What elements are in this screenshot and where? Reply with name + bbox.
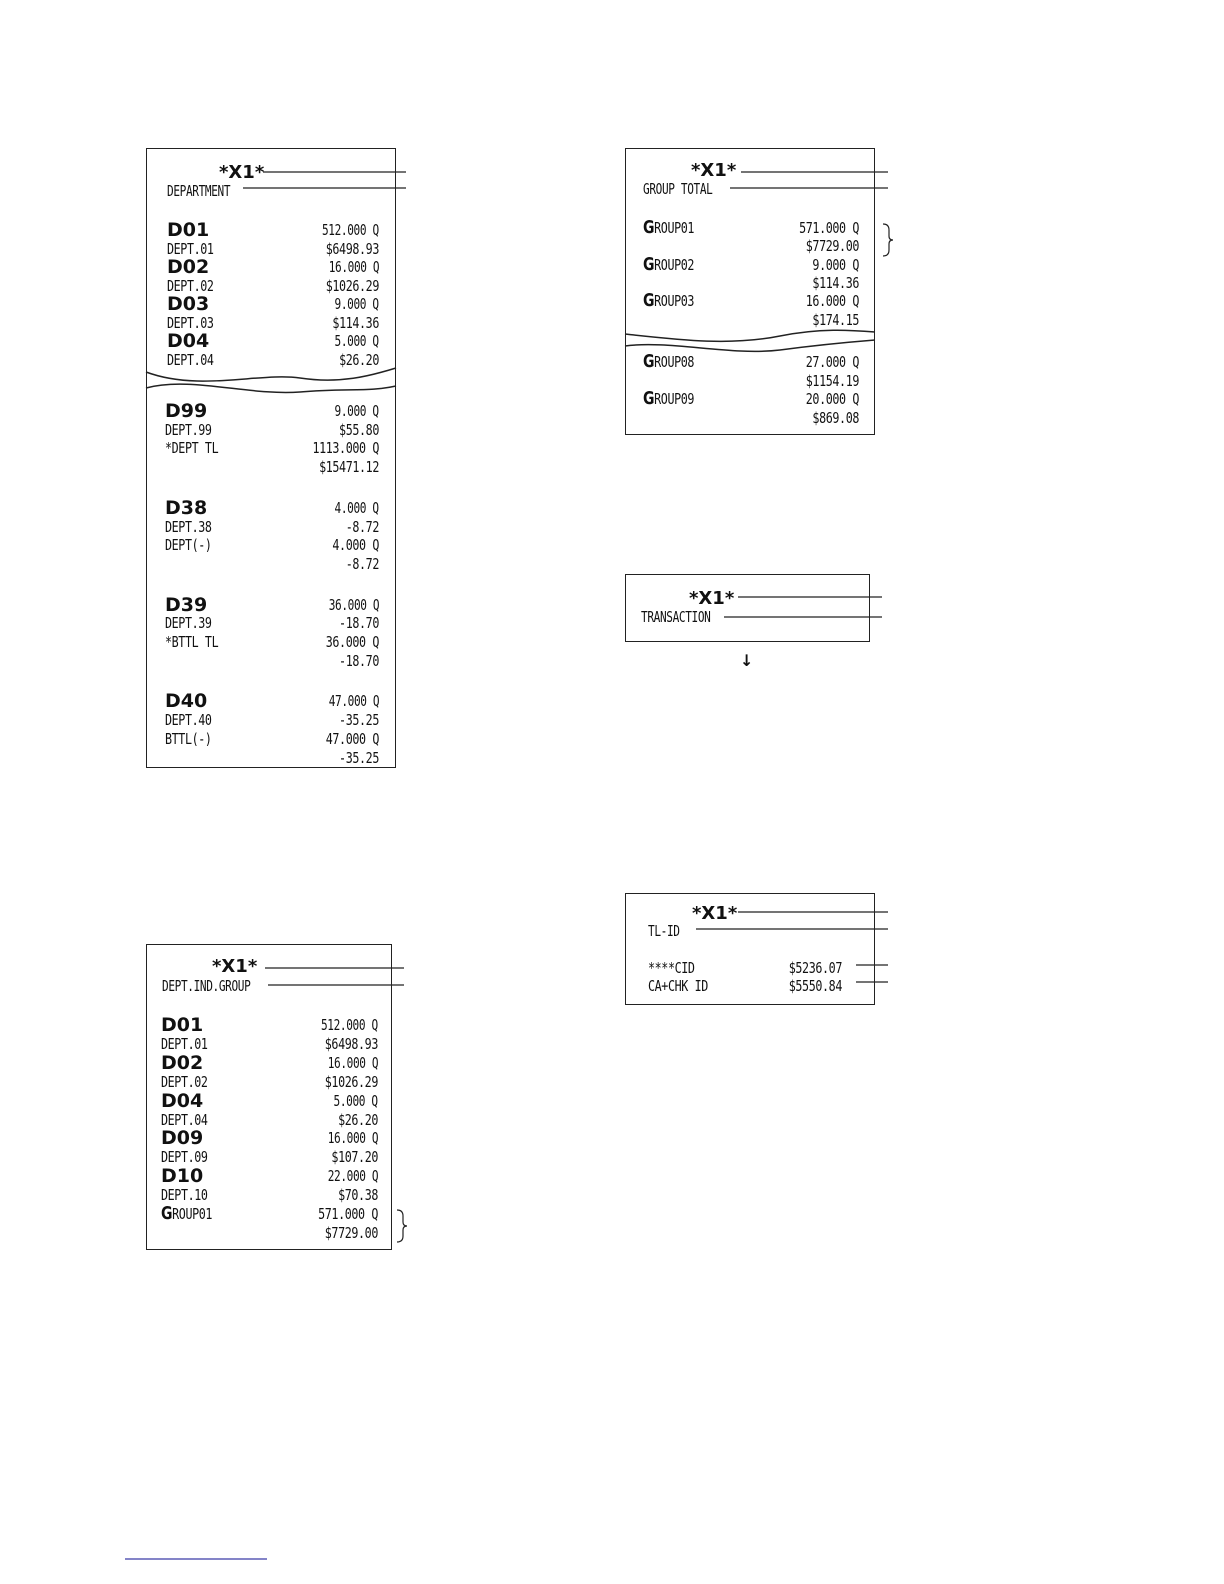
report-title: DEPARTMENT	[167, 182, 231, 200]
line-value: 4.000 Q	[334, 498, 379, 517]
line-value: -8.72	[345, 517, 379, 536]
line-value: $6498.93	[324, 1034, 378, 1053]
line-label: CA+CHK ID	[648, 976, 708, 995]
line-value: 9.000 Q	[334, 402, 379, 420]
department-code: D02	[161, 1051, 204, 1074]
line-value: $6498.93	[325, 239, 379, 258]
line-value: 4.000 Q	[332, 536, 379, 555]
line-value: $26.20	[338, 1110, 378, 1129]
line-value: 512.000 Q	[322, 221, 379, 239]
group-initial: G	[643, 351, 655, 372]
line-value: 1113.000 Q	[312, 439, 379, 458]
line-value: $5236.07	[788, 959, 842, 977]
report-title: TL-ID	[648, 922, 680, 940]
department-code: D38	[165, 496, 208, 519]
line-label: DEPT.02	[161, 1072, 208, 1091]
department-code: D03	[167, 293, 210, 315]
line-label: DEPT.09	[161, 1148, 208, 1167]
brace-icon	[397, 1210, 407, 1242]
line-value: 512.000 Q	[321, 1016, 378, 1034]
group-initial: G	[161, 1203, 173, 1224]
torn-edge	[625, 340, 875, 351]
down-arrow-icon: ↓	[740, 651, 754, 670]
report-title: TRANSACTION	[641, 608, 711, 626]
group-initial: G	[643, 217, 655, 238]
line-value: -8.72	[345, 554, 379, 573]
line-value: 22.000 Q	[327, 1167, 378, 1186]
department-code: D01	[161, 1014, 204, 1036]
torn-edge	[146, 384, 396, 392]
brace-icon	[883, 224, 893, 256]
department-code: D10	[161, 1165, 204, 1188]
line-label: DEPT.38	[165, 517, 212, 536]
line-value: 9.000 Q	[812, 255, 859, 274]
line-value: $114.36	[332, 313, 379, 332]
department-code: D09	[161, 1127, 204, 1150]
line-value: 20.000 Q	[805, 390, 859, 408]
torn-edge	[625, 330, 875, 341]
group-initial: G	[643, 253, 655, 275]
group-name: ROUP02	[654, 255, 695, 274]
line-value: $107.20	[331, 1148, 378, 1167]
group-name: ROUP08	[654, 353, 695, 371]
line-label: DEPT.04	[167, 350, 214, 369]
line-value: $1026.29	[324, 1072, 378, 1091]
line-value: 5.000 Q	[333, 1091, 378, 1110]
line-value: 571.000 Q	[799, 219, 859, 237]
department-code: D40	[165, 690, 208, 713]
line-label: DEPT.01	[161, 1034, 208, 1053]
department-code: D02	[167, 256, 210, 278]
line-value: $1154.19	[805, 371, 859, 390]
line-value: 9.000 Q	[334, 295, 379, 313]
line-value: $55.80	[339, 420, 379, 439]
report-marker: *X1*	[691, 160, 737, 181]
group-name: ROUP03	[654, 292, 695, 311]
report-marker: *X1*	[219, 162, 265, 183]
torn-edge	[146, 368, 396, 381]
department-code: D04	[167, 330, 210, 352]
group-name: ROUP01	[654, 219, 695, 237]
report-title: GROUP TOTAL	[643, 180, 713, 198]
line-value: $174.15	[812, 310, 859, 329]
line-label: DEPT.01	[167, 239, 214, 258]
line-value: $70.38	[338, 1186, 378, 1205]
line-value: -18.70	[339, 614, 379, 633]
group-initial: G	[643, 290, 655, 312]
report-marker: *X1*	[212, 956, 258, 977]
line-value: $1026.29	[325, 276, 379, 295]
line-value: 36.000 Q	[328, 595, 379, 614]
department-code: D01	[167, 219, 210, 241]
line-value: 47.000 Q	[325, 729, 379, 748]
line-label: DEPT.02	[167, 276, 214, 295]
line-label: DEPT.99	[165, 420, 212, 439]
line-value: -35.25	[339, 748, 379, 767]
line-value: $114.36	[812, 273, 859, 292]
department-code: D04	[161, 1089, 204, 1112]
department-code: D99	[165, 400, 208, 422]
line-value: -35.25	[339, 711, 379, 730]
group-name: ROUP01	[172, 1205, 213, 1223]
line-value: 16.000 Q	[328, 258, 379, 276]
line-value: 5.000 Q	[334, 332, 379, 350]
line-label: DEPT.03	[167, 313, 214, 332]
line-value: 16.000 Q	[327, 1129, 378, 1148]
line-value: $26.20	[339, 350, 379, 369]
line-label: DEPT(-)	[165, 536, 212, 555]
line-value: 47.000 Q	[328, 692, 379, 711]
group-initial: G	[643, 388, 655, 409]
line-label: BTTL(-)	[165, 729, 212, 748]
line-label: DEPT.40	[165, 711, 212, 730]
line-value: $5550.84	[788, 976, 842, 995]
report-title: DEPT.IND.GROUP	[162, 977, 251, 995]
line-value: $869.08	[812, 408, 859, 427]
group-name: ROUP09	[654, 390, 695, 408]
line-label: *DEPT TL	[165, 439, 219, 458]
line-value: 16.000 Q	[805, 292, 859, 311]
department-code: D39	[165, 593, 208, 616]
line-value: $15471.12	[319, 458, 379, 477]
line-value: 36.000 Q	[325, 633, 379, 651]
report-marker: *X1*	[689, 588, 735, 609]
line-value: 27.000 Q	[805, 353, 859, 371]
line-value: $7729.00	[324, 1223, 378, 1242]
report-marker: *X1*	[692, 903, 738, 924]
line-label: DEPT.10	[161, 1186, 208, 1205]
line-value: 16.000 Q	[327, 1053, 378, 1072]
line-value: 571.000 Q	[318, 1205, 378, 1223]
line-value: -18.70	[339, 651, 379, 670]
line-label: DEPT.39	[165, 614, 212, 633]
line-label: DEPT.04	[161, 1110, 208, 1129]
line-label: ****CID	[648, 959, 695, 977]
line-label: *BTTL TL	[165, 633, 219, 651]
line-value: $7729.00	[805, 237, 859, 256]
